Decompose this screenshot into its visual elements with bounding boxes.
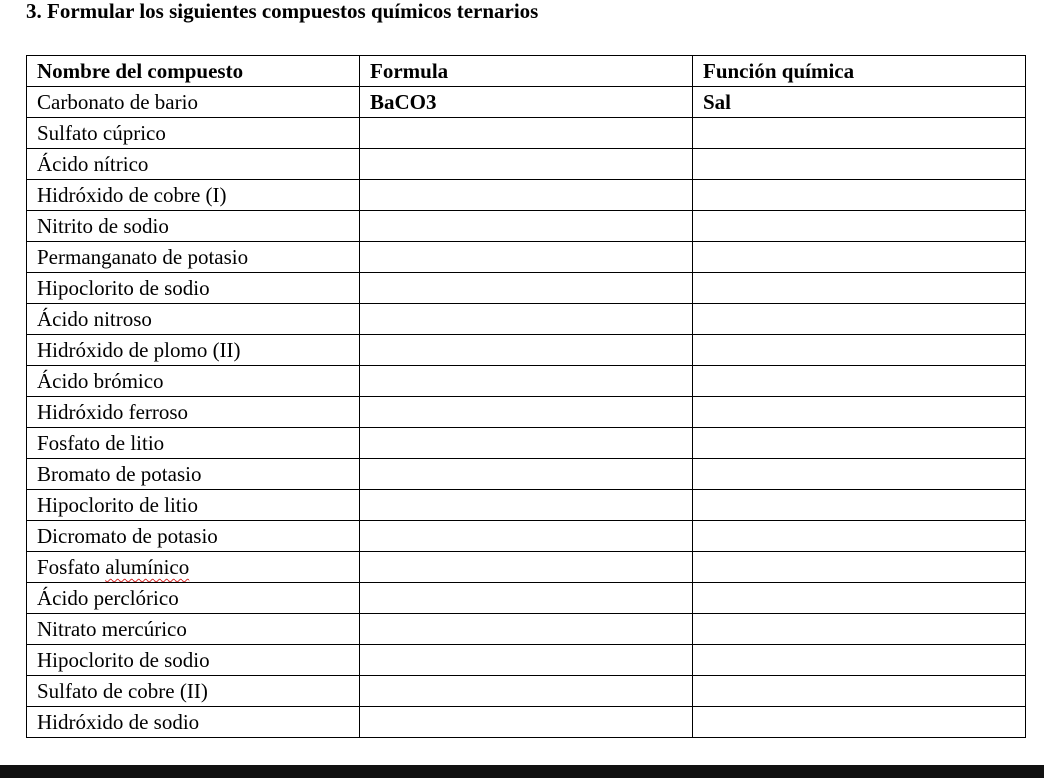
table-header-row [27,56,1026,87]
formula-cell[interactable] [360,335,693,366]
compound-name-cell: Dicromato de potasio [27,521,360,552]
chemical-function-cell[interactable] [693,676,1026,707]
chemical-function-cell[interactable] [693,428,1026,459]
table-row [27,707,1026,738]
chemical-function-cell[interactable] [693,614,1026,645]
table-row [27,521,1026,552]
table-row [27,428,1026,459]
table-row [27,676,1026,707]
compound-name-cell: Carbonato de bario [27,87,360,118]
table-row [27,87,1026,118]
chemical-function-cell[interactable] [693,397,1026,428]
table-row [27,490,1026,521]
compound-name-cell: Fosfato de litio [27,428,360,459]
compound-name-cell: Hipoclorito de litio [27,490,360,521]
formula-cell[interactable] [360,304,693,335]
chemical-function-cell[interactable] [693,521,1026,552]
table-row [27,180,1026,211]
table-row [27,211,1026,242]
formula-cell[interactable] [360,118,693,149]
chemical-function-cell[interactable] [693,149,1026,180]
compound-name-cell: Hipoclorito de sodio [27,273,360,304]
chemical-function-cell[interactable] [693,459,1026,490]
compound-name-cell: Sulfato cúprico [27,118,360,149]
formula-cell[interactable] [360,180,693,211]
formula-cell[interactable] [360,552,693,583]
table-row [27,335,1026,366]
formula-cell[interactable] [360,614,693,645]
compound-name-cell: Ácido nítrico [27,149,360,180]
compound-name-cell: Hidróxido de plomo (II) [27,335,360,366]
misspelled-word: alumínico [105,555,190,579]
formula-cell[interactable] [360,676,693,707]
compound-name-cell: Hidróxido de cobre (I) [27,180,360,211]
compound-name-cell: Hidróxido ferroso [27,397,360,428]
compound-name-cell: Ácido nitroso [27,304,360,335]
chemical-function-cell[interactable] [693,180,1026,211]
table-row [27,397,1026,428]
table-row [27,242,1026,273]
compound-name-cell: Ácido perclórico [27,583,360,614]
header-compound-name: Nombre del compuesto [27,56,360,87]
table-row [27,459,1026,490]
formula-cell[interactable] [360,397,693,428]
table-row [27,118,1026,149]
formula-cell[interactable]: BaCO3 [360,87,693,118]
formula-cell[interactable] [360,645,693,676]
page-heading: 3. Formular los siguientes compuestos químicos ternarios [26,0,539,23]
bottom-border-bar [0,765,1044,778]
chemical-function-cell[interactable] [693,645,1026,676]
compound-name-cell: Sulfato de cobre (II) [27,676,360,707]
compound-name-cell: Hipoclorito de sodio [27,645,360,676]
chemical-function-cell[interactable]: Sal [693,87,1026,118]
chemical-function-cell[interactable] [693,242,1026,273]
compounds-table [26,55,1026,738]
table-row [27,273,1026,304]
compound-name-cell: Nitrito de sodio [27,211,360,242]
compound-name-cell: Nitrato mercúrico [27,614,360,645]
compound-name-cell: Ácido brómico [27,366,360,397]
table-row [27,552,1026,583]
formula-cell[interactable] [360,490,693,521]
table-row [27,614,1026,645]
table-row [27,645,1026,676]
compound-name-cell: Fosfato alumínico [27,552,360,583]
table-row [27,149,1026,180]
formula-cell[interactable] [360,707,693,738]
header-formula: Formula [360,56,693,87]
chemical-function-cell[interactable] [693,707,1026,738]
chemical-function-cell[interactable] [693,118,1026,149]
formula-cell[interactable] [360,459,693,490]
formula-cell[interactable] [360,428,693,459]
compound-name-cell: Permanganato de potasio [27,242,360,273]
compound-name-cell: Hidróxido de sodio [27,707,360,738]
formula-cell[interactable] [360,521,693,552]
table-row [27,583,1026,614]
chemical-function-cell[interactable] [693,583,1026,614]
header-chemical-function: Función química [693,56,1026,87]
compound-name-cell: Bromato de potasio [27,459,360,490]
formula-cell[interactable] [360,273,693,304]
chemical-function-cell[interactable] [693,490,1026,521]
table-row [27,304,1026,335]
formula-cell[interactable] [360,583,693,614]
table-row [27,366,1026,397]
formula-cell[interactable] [360,366,693,397]
formula-cell[interactable] [360,242,693,273]
chemical-function-cell[interactable] [693,273,1026,304]
chemical-function-cell[interactable] [693,552,1026,583]
chemical-function-cell[interactable] [693,211,1026,242]
chemical-function-cell[interactable] [693,304,1026,335]
chemical-function-cell[interactable] [693,366,1026,397]
formula-cell[interactable] [360,211,693,242]
chemical-function-cell[interactable] [693,335,1026,366]
formula-cell[interactable] [360,149,693,180]
